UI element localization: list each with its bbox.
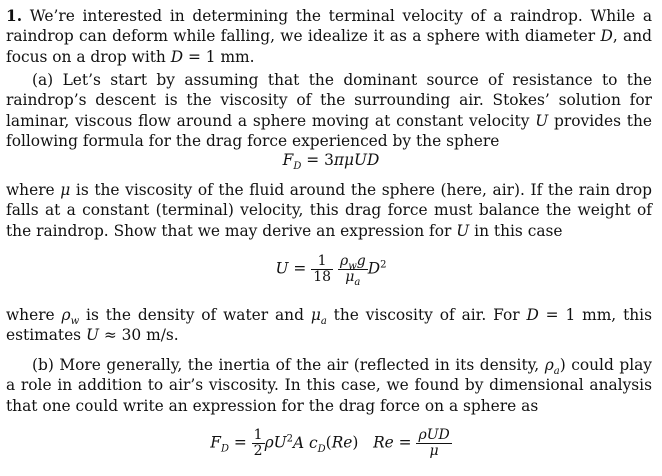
part-b-text: (b) More generally, the inertia of the air (reflected in its density, $\rho_a$) could play a role in addition to air’s viscosity. In this case, we found by dimensional analysis that one could write an expression for the drag force on a sphere as xyxy=(6,356,652,415)
part-a-text-3: where $\rho_w$ is the density of water and $\mu_a$ the viscosity of air. For D = 1 mm, this estimates U ≈ 30 m/s. xyxy=(6,306,652,345)
problem-number: 1. xyxy=(6,7,23,25)
fraction-one-eighteenth: $\frac{1}{18}$ xyxy=(313,253,332,285)
part-a-text-2: where μ is the viscosity of the fluid around the sphere (here, air). If the rain drop falls at a constant (terminal) velocity, this drag force must balance the weight of the raindrop. Show that we may derive an expression for U in this case xyxy=(6,181,652,240)
fraction-reynolds: $\frac{\text{ρUD}}{\mu}$ xyxy=(418,427,450,459)
fraction-one-half: $\frac{1}{2}$ xyxy=(253,427,263,459)
problem-intro: 1. We’re interested in determining the terminal velocity of a raindrop. While a raindrop can deform while falling, we idealize it as a sphere with diameter D, and focus on a drop with D = 1 mm. xyxy=(6,7,652,66)
fraction-rho-g-mu: $\frac{\rho_wg}{\mu_a}$ xyxy=(339,253,366,288)
equation-stokes-drag: $F_D = 3\pi\mu UD$ xyxy=(282,151,380,173)
part-a-text: (a) Let’s start by assuming that the dominant source of resistance to the raindrop’s descent is the viscosity of the surrounding air. Stokes’ solution for laminar, viscous flow around a sphere moving at constant velocity U provides the following formula for the drag force experienced by the sphere xyxy=(6,71,652,151)
equation-drag-general: $F_D$ = $\frac{1}{2}$ $\rho U^2A$ $c_D(Re) Re$ = $\frac{\text{ρUD}}{\mu}$ xyxy=(210,427,450,459)
equation-terminal-velocity: U = $\frac{1}{18}$ $\frac{\rho_wg}{\mu_a}$ $D^2$ xyxy=(275,253,387,288)
